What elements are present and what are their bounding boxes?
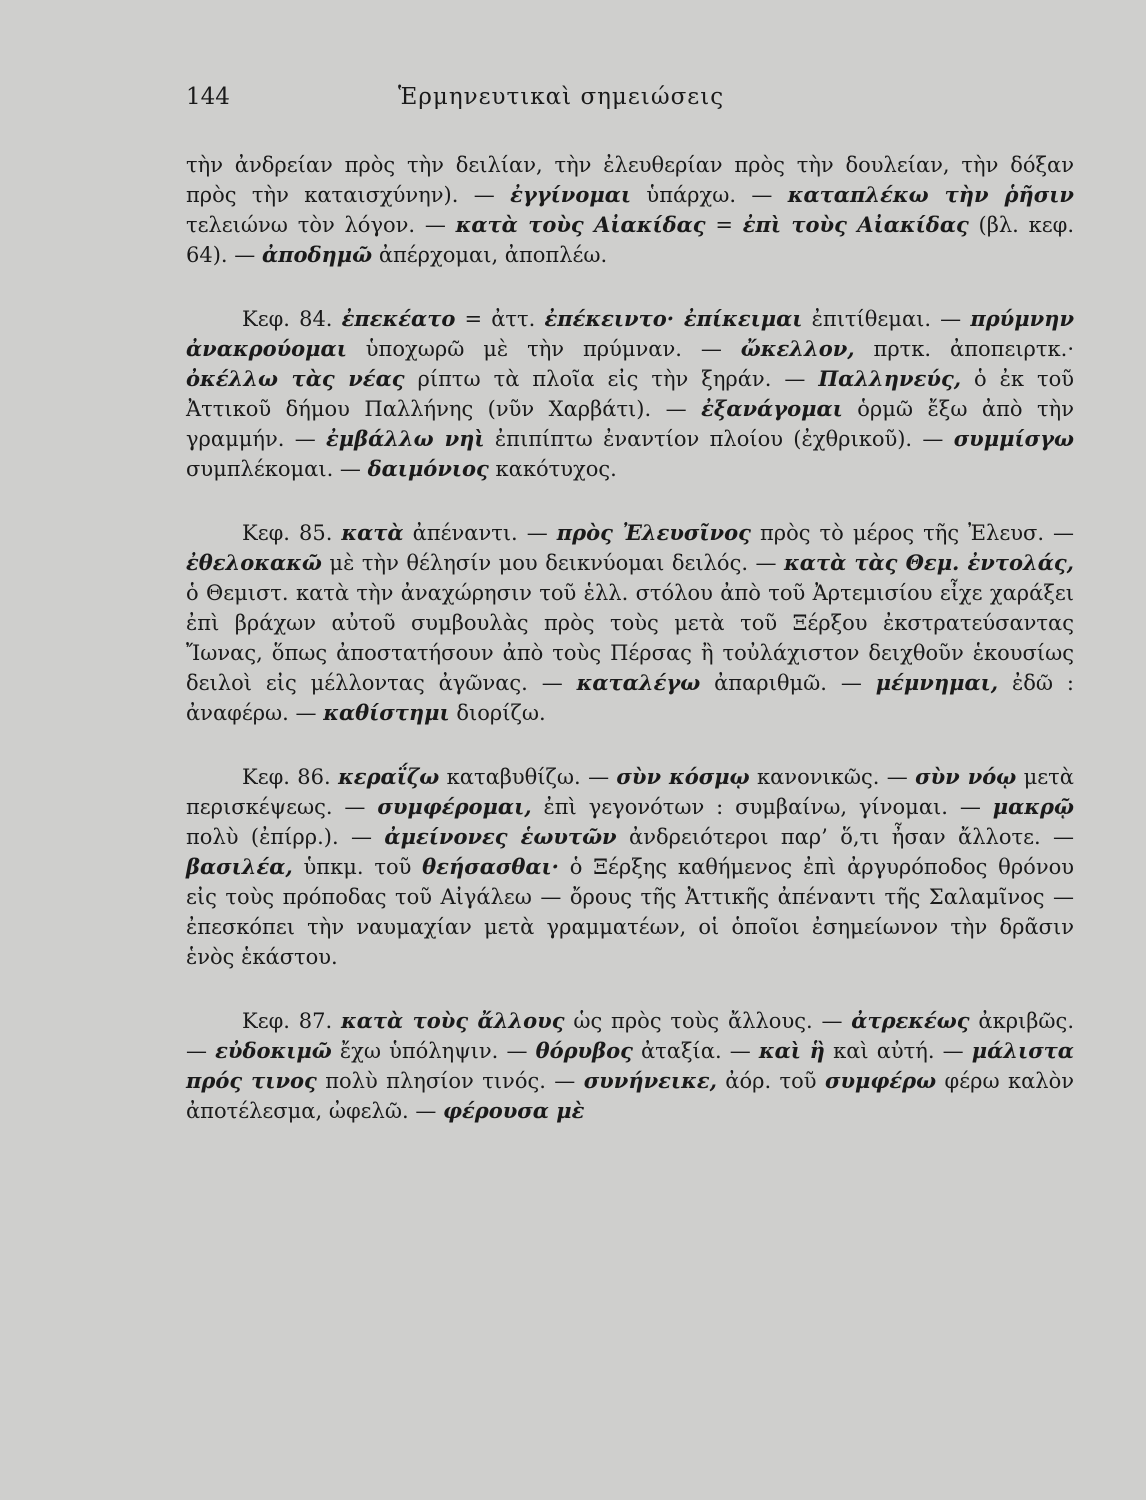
headword: ἐπεκέατο [341, 306, 456, 331]
gloss-text: ὑποχωρῶ μὲ τὴν πρύμναν. — [346, 337, 741, 361]
paragraph-kef-85 [186, 518, 1074, 728]
gloss-text: ἔχω ὑπόληψιν. — [331, 1039, 536, 1063]
headword: καθίστημι [323, 700, 450, 725]
gloss-text: Κεφ. 86. [242, 765, 339, 789]
headword: κατὰ τὰς Θεμ. ἐντολάς, [784, 550, 1074, 575]
headword: σὺν νόῳ [915, 764, 1017, 789]
headword: καταπλέκω τὴν ῥῆσιν [787, 182, 1074, 207]
headword: μάλιστα πρός τινος [186, 1038, 1074, 1093]
headword: μέμνημαι, [875, 670, 999, 695]
headword: ἐγγίνομαι [510, 182, 632, 207]
gloss-text: Κεφ. 85. [242, 521, 342, 545]
gloss-text: ἀκριβῶς. — [186, 1009, 1074, 1063]
gloss-text: ἀπέναντι. — [403, 521, 557, 545]
gloss-text: φέρω καλὸν ἀποτέλεσμα, ὠφελῶ. — [186, 1069, 1074, 1123]
headword: ἀποδημῶ [261, 242, 373, 267]
running-head [186, 84, 1074, 124]
headword: ὀκέλλω τὰς νέας [186, 366, 405, 391]
headword: καταλέγω [576, 670, 701, 695]
gloss-text: = ἀττ. [455, 307, 545, 331]
gloss-text: πρὸς τὸ μέρος τῆς Ἐλευσ. — [750, 521, 1075, 545]
gloss-text: Κεφ. 87. [242, 1009, 341, 1033]
headword: κεραΐζω [338, 764, 440, 789]
headword: Παλληνεύς, [818, 366, 962, 391]
gloss-text: ἐπιπίπτω ἐναντίον πλοίου (ἐχθρικοῦ). — [484, 427, 954, 451]
headword: ἐθελοκακῶ [186, 550, 322, 575]
gloss-text: μετὰ περισκέψεως. — [186, 765, 1074, 819]
gloss-text: = [705, 213, 743, 237]
headword: ἀτρεκέως [851, 1008, 970, 1033]
gloss-text: ὑπκμ. τοῦ [292, 855, 423, 879]
headword: κατὰ τοὺς Αἰακίδας [455, 212, 706, 237]
gloss-text: ἐδῶ : ἀναφέρω. — [186, 671, 1074, 725]
page-number: 144 [186, 84, 230, 110]
gloss-text: πρτκ. ἀποπειρτκ.· [854, 337, 1074, 361]
gloss-text: ἀόρ. τοῦ [716, 1069, 825, 1093]
headword: ἐξανάγομαι [701, 396, 843, 421]
headword: συνήνεικε, [583, 1068, 717, 1093]
gloss-text: ἐπὶ γεγονότων : συμβαίνω, γίνομαι. — [531, 795, 993, 819]
headword: πρύμνην ἀνακρούομαι [186, 306, 1075, 361]
gloss-text: διορίζω. [449, 701, 546, 725]
headword: θόρυβος [535, 1038, 633, 1063]
gloss-text: ὁ Θεμιστ. κατὰ τὴν ἀναχώρησιν τοῦ ἑλλ. στόλου ἀπὸ τοῦ Ἀρτεμισίου εἶχε χαράξει ἐπὶ βράχων αὐτοῦ συμβουλὰς πρὸς τοὺς μετὰ τοῦ Ξέρξου ἐκστρατεύσαντας Ἴωνας, ὅπως ἀποστατήσουν ἀπὸ τοὺς Πέρσας ἢ τοὐλάχιστον δειχθοῦν ἑκουσίως δειλοὶ εἰς μέλλοντας ἀγῶνας. — [186, 581, 1074, 695]
gloss-text: συμπλέκομαι. — [186, 457, 368, 481]
gloss-text: τελειώνω τὸν λόγον. — [186, 213, 456, 237]
gloss-text: ὁρμῶ ἔξω ἀπὸ τὴν γραμμήν. — [186, 397, 1074, 451]
gloss-text: (βλ. κεφ. 64). — [186, 213, 1074, 267]
paragraph-kef-87 [186, 1006, 1074, 1126]
text-block [186, 150, 1074, 1126]
gloss-text: ἐπιτίθεμαι. — [802, 307, 971, 331]
gloss-text: ὡς πρὸς τοὺς ἄλλους. — [564, 1009, 852, 1033]
paragraph-continuation [186, 150, 1074, 270]
headword: ἀμείνονες ἑωυτῶν [384, 824, 617, 849]
headword: πρὸς Ἐλευσῖνος [556, 520, 751, 545]
headword: κατὰ [341, 520, 404, 545]
gloss-text: ἀνδρειότεροι παρ’ ὅ,τι ἦσαν ἄλλοτε. — [616, 825, 1075, 849]
headword: καὶ ἣ [758, 1038, 825, 1063]
gloss-text: κανονικῶς. — [749, 765, 916, 789]
gloss-text: ἀπέρχομαι, ἀποπλέω. [372, 243, 608, 267]
headword: μακρῷ [992, 794, 1075, 819]
headword: ἐπέκειντο· ἐπίκειμαι [544, 306, 803, 331]
gloss-text: καὶ αὐτή. — [824, 1039, 972, 1063]
gloss-text: κακότυχος. [488, 457, 617, 481]
headword: συμμίσγω [953, 426, 1075, 451]
headword: βασιλέα, [186, 854, 293, 879]
gloss-text: μὲ τὴν θέλησίν μου δεικνύομαι δειλός. — [321, 551, 785, 575]
headword: φέρουσα μὲ [443, 1098, 585, 1123]
running-title: Ἑρμηνευτικαὶ σημειώσεις [398, 84, 725, 110]
gloss-text: καταβυθίζω. — [439, 765, 617, 789]
paragraph-kef-84 [186, 304, 1074, 484]
gloss-text: ὑπάρχω. — [631, 183, 788, 207]
headword: ἐπὶ τοὺς Αἰακίδας [742, 212, 969, 237]
gloss-text: πολὺ (ἐπίρρ.). — [186, 825, 385, 849]
gloss-text: ὁ Ξέρξης καθήμενος ἐπὶ ἀργυρόποδος θρόνου εἰς τοὺς πρόποδας τοῦ Αἰγάλεω — ὄρους τῆς Ἀττικῆς ἀπέναντι τῆς Σαλαμῖνος — ἐπεσκόπει τὴν ναυμαχίαν μετὰ γραμματέων, οἱ ὁποῖοι ἐσημείωνον τὴν δρᾶσιν ἑνὸς ἑκάστου. [186, 855, 1074, 969]
headword: εὐδοκιμῶ [215, 1038, 332, 1063]
headword: δαιμόνιος [367, 456, 489, 481]
headword: θεήσασθαι· [422, 854, 559, 879]
paragraph-kef-86 [186, 762, 1074, 972]
gloss-text: πολὺ πλησίον τινός. — [316, 1069, 584, 1093]
headword: ὤκελλον, [740, 336, 855, 361]
headword: κατὰ τοὺς ἄλλους [340, 1008, 565, 1033]
headword: σὺν κόσμῳ [616, 764, 750, 789]
headword: συμφέρομαι, [377, 794, 532, 819]
gloss-text: ὁ ἐκ τοῦ Ἀττικοῦ δήμου Παλλήνης (νῦν Χαρβάτι). — [186, 367, 1075, 421]
headword: ἐμβάλλω νηὶ [325, 426, 485, 451]
gloss-text: ἀταξία. — [632, 1039, 759, 1063]
gloss-text: τὴν ἀνδρείαν πρὸς τὴν δειλίαν, τὴν ἐλευθερίαν πρὸς τὴν δουλείαν, τὴν δόξαν πρὸς τὴν καταισχύνην). — [186, 153, 1074, 207]
gloss-text: ἀπαριθμῶ. — [700, 671, 876, 695]
headword: συμφέρω [824, 1068, 937, 1093]
gloss-text: Κεφ. 84. [242, 307, 342, 331]
gloss-text: ρίπτω τὰ πλοῖα εἰς τὴν ξηράν. — [404, 367, 819, 391]
